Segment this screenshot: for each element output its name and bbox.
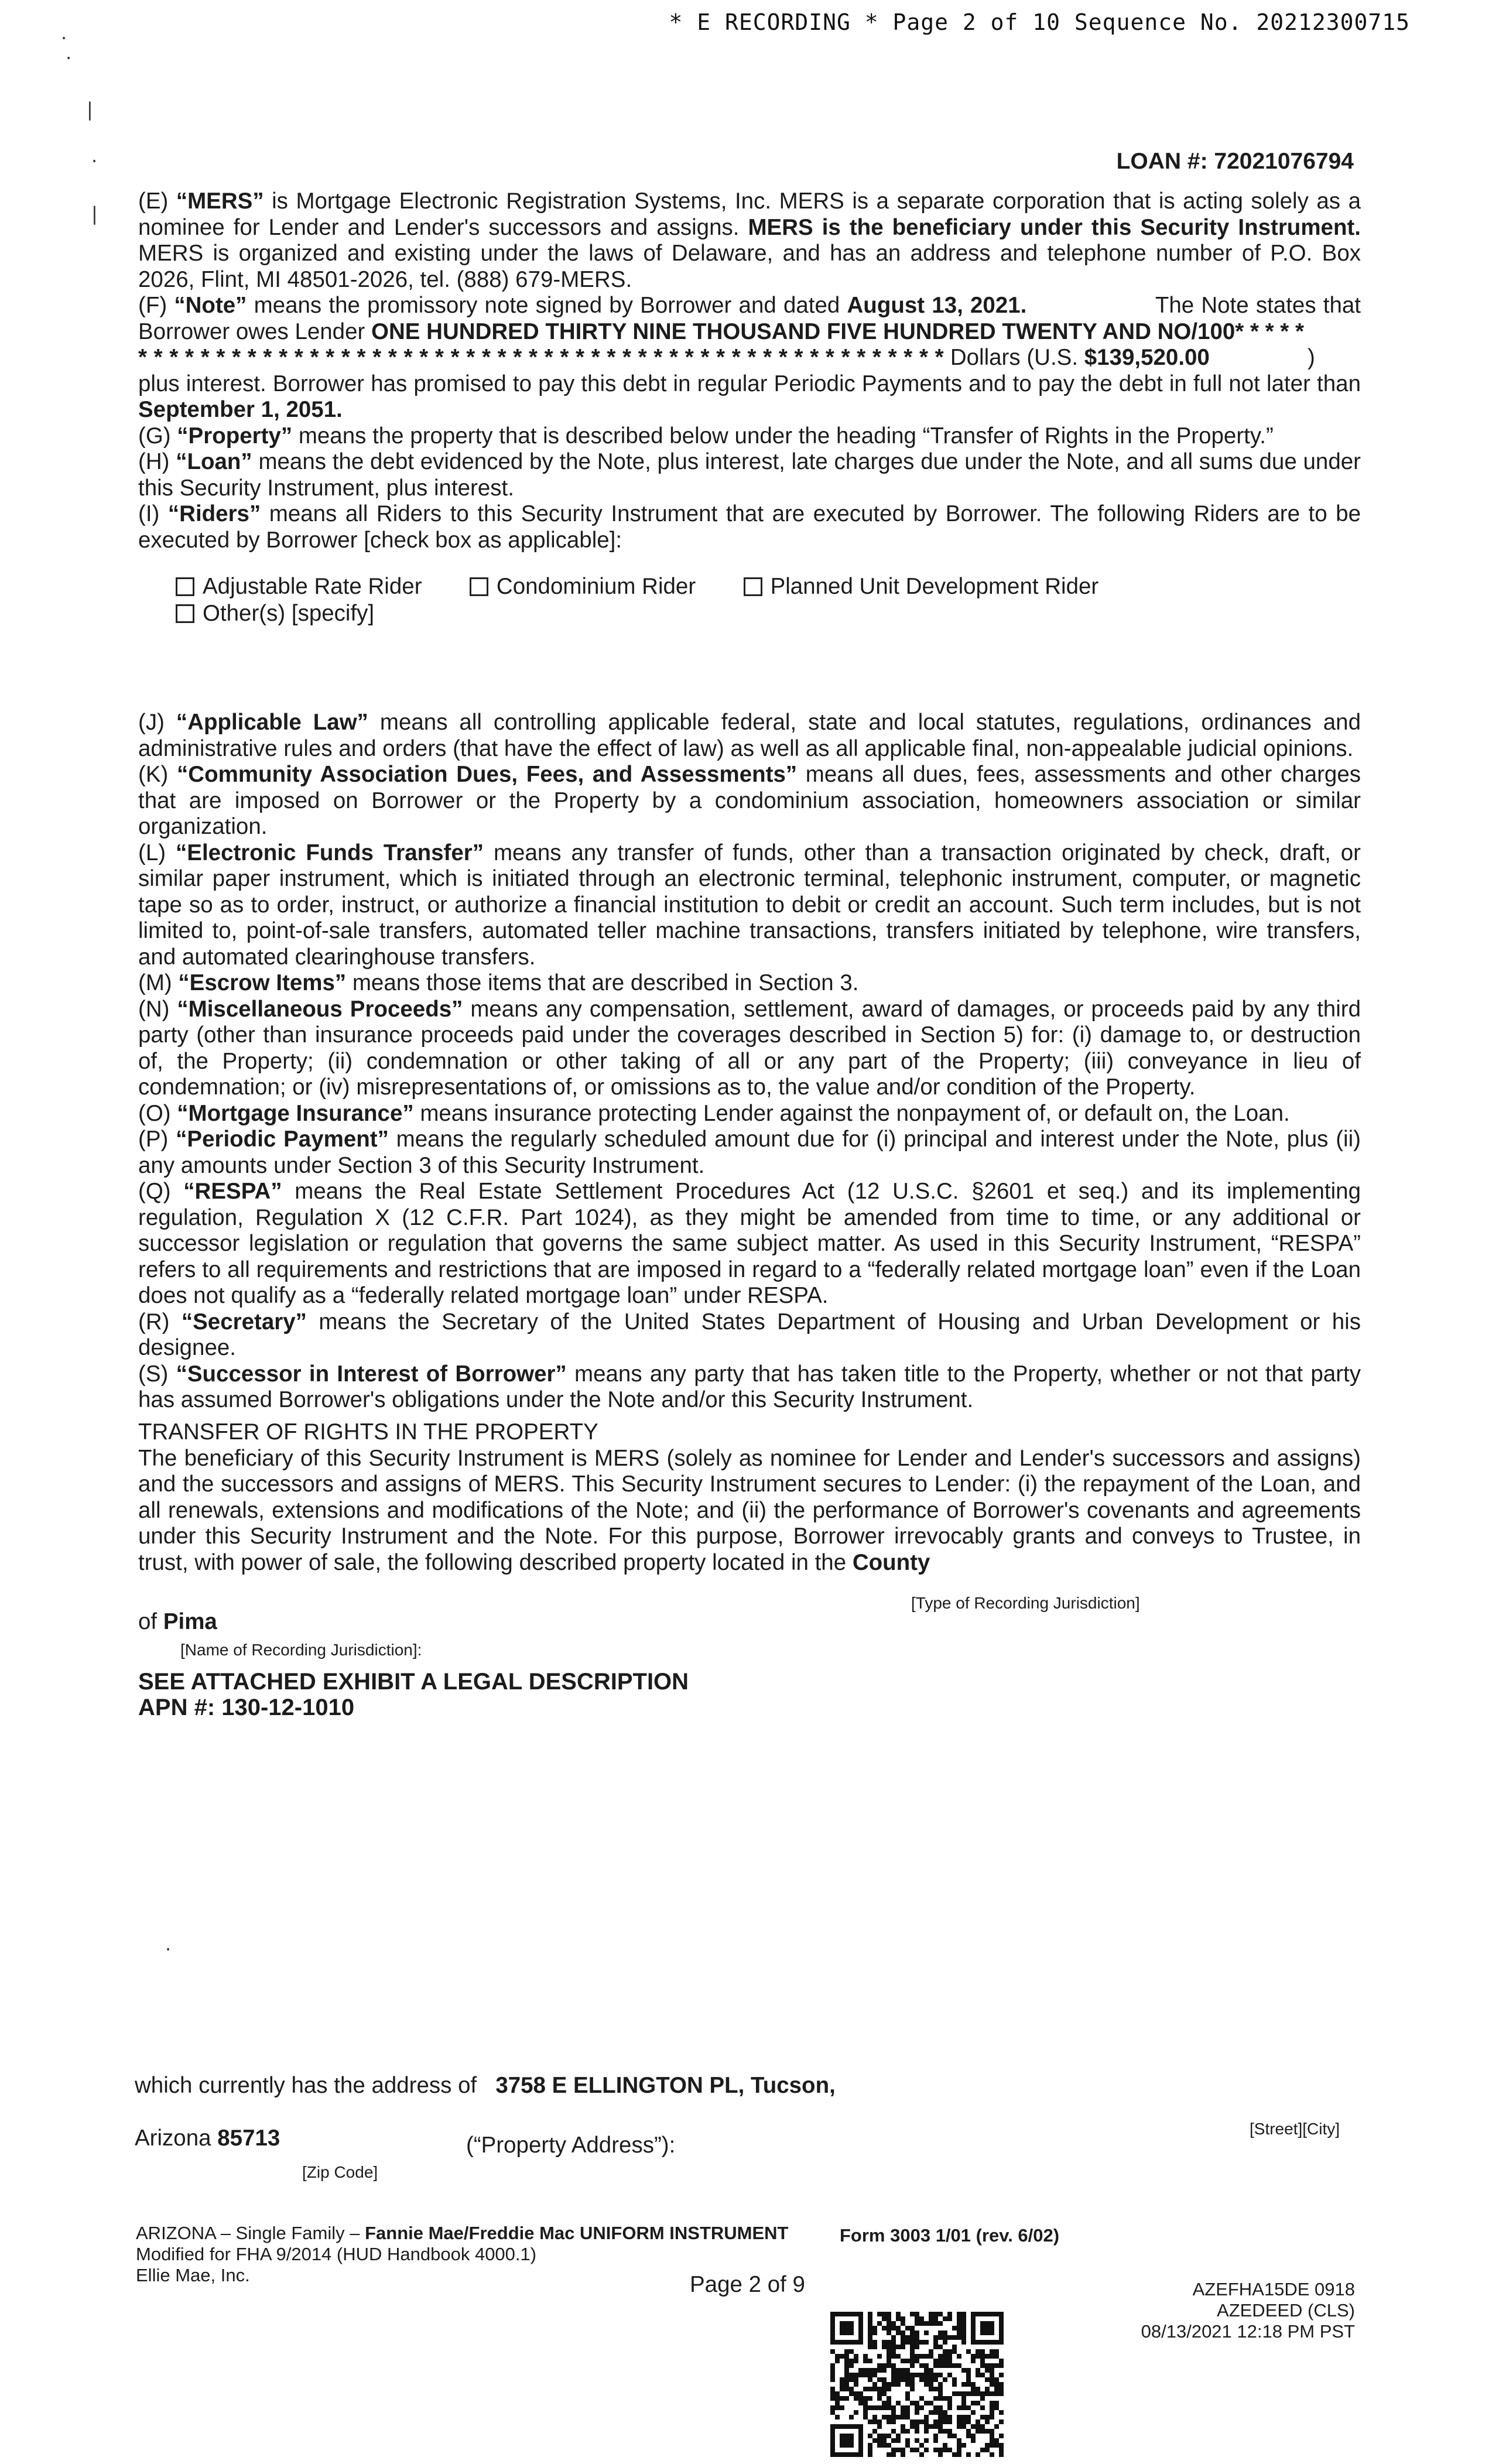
scan-mark: · <box>61 27 67 49</box>
rider-adjustable-rate[interactable]: Adjustable Rate Rider <box>176 574 422 599</box>
scan-mark: | <box>87 98 93 121</box>
definition-h: (H) “Loan” means the debt evidenced by the Note, plus interest, late charges due under the Note, and all sums due under this Security Instrument, plus interest. <box>138 449 1361 501</box>
scan-mark: · <box>66 47 72 69</box>
apn-number: APN #: 130-12-1010 <box>138 1695 355 1720</box>
checkbox-icon[interactable] <box>470 577 488 596</box>
definition-f: (F) “Note” means the promissory note signed by Borrower and dated August 13, 2021. The Note states that Borrower owes Lender ONE HUNDRED THIRTY NINE THOUSAND FIVE HUNDRED TWENTY AND NO/100* * * * * <box>138 293 1361 344</box>
page-number: Page 2 of 9 <box>690 2272 805 2297</box>
zip-code-label: [Zip Code] <box>302 2163 378 2181</box>
checkbox-icon[interactable] <box>744 577 762 596</box>
definition-g: (G) “Property” means the property that is described below under the heading “Transfer of Rights in the Property.” <box>138 423 1274 449</box>
definition-m: (M) “Escrow Items” means those items that are described in Section 3. <box>138 970 859 995</box>
definition-i: (I) “Riders” means all Riders to this Security Instrument that are executed by Borrower. The following Riders are to be executed by Borrower [check box as applicable]: <box>138 501 1361 553</box>
scan-mark: · <box>165 1938 172 1960</box>
qr-code-icon <box>830 2312 1004 2457</box>
footer-form: Form 3003 1/01 (rev. 6/02) <box>840 2225 1060 2246</box>
recording-header: * E RECORDING * Page 2 of 10 Sequence No. 20212300715 <box>669 9 1410 35</box>
type-of-jurisdiction-label: [Type of Recording Jurisdiction] <box>911 1594 1140 1612</box>
rider-options-row <box>176 574 1098 600</box>
definition-e: (E) “MERS” is Mortgage Electronic Registration Systems, Inc. MERS is a separate corporation that is acting solely as a nominee for Lender and Lender's successors and assigns. MERS is the beneficiary under this Security Instrument. MERS is organized and existing under the laws of Delaware, and has an address and telephone number of P.O. Box 2026, Flint, MI 48501-2026, tel. (888) 679-MERS. <box>138 189 1361 292</box>
footer-code: AZEFHA15DE 0918 <box>1192 2279 1355 2299</box>
definitions-bottom <box>138 710 1361 1414</box>
footer-code: AZEDEED (CLS) <box>1217 2300 1355 2321</box>
name-of-jurisdiction-label: [Name of Recording Jurisdiction]: <box>180 1641 422 1659</box>
definition-f-tail: plus interest. Borrower has promised to pay this debt in regular Periodic Payments and to pay the debt in full not later than September 1, 2051. <box>138 371 1361 422</box>
transfer-section <box>138 1419 1361 1576</box>
loan-number: LOAN #: 72021076794 <box>1116 149 1354 174</box>
checkbox-icon[interactable] <box>176 604 194 623</box>
footer-right <box>1141 2279 1355 2342</box>
footer-instrument: ARIZONA – Single Family – Fannie Mae/Freddie Mac UNIFORM INSTRUMENT <box>136 2223 789 2243</box>
scan-mark: | <box>91 203 98 225</box>
definition-s: (S) “Successor in Interest of Borrower” means any party that has taken title to the Property, whether or not that party has assumed Borrower's obligations under the Note and/or this Security Instrument. <box>138 1361 1361 1412</box>
definition-f-amount: * * * * * * * * * * * * * * * * * * * * * * * * * * * * * * * * * * * * * * * * * * * * * * * * * * * * Dollars (U.S. $139,520.00 ) <box>138 345 1315 370</box>
definition-q: (Q) “RESPA” means the Real Estate Settlement Procedures Act (12 U.S.C. §2601 et seq.) and its implementing regulation, Regulation X (12 C.F.R. Part 1024), as they might be amended from time to time, or any additional or successor legislation or regulation that governs the same subject matter. As used in this Security Instrument, “RESPA” refers to all requirements and restrictions that are imposed in regard to a “federally related mortgage loan” even if the Loan does not qualify as a “federally related mortgage loan” under RESPA. <box>138 1179 1361 1308</box>
footer-fha: Modified for FHA 9/2014 (HUD Handbook 4000.1) <box>136 2244 537 2264</box>
transfer-heading: TRANSFER OF RIGHTS IN THE PROPERTY <box>138 1419 598 1445</box>
jurisdiction-line: of Pima <box>138 1609 217 1634</box>
definition-j: (J) “Applicable Law” means all controlling applicable federal, state and local statutes, regulations, ordinances and administrative rules and orders (that have the effect of law) as well as all applicable final, non-appealable judicial opinions. <box>138 710 1361 761</box>
rider-planned-unit-development[interactable]: Planned Unit Development Rider <box>744 574 1099 599</box>
definition-o: (O) “Mortgage Insurance” means insurance protecting Lender against the nonpayment of, or default on, the Loan. <box>138 1100 1290 1126</box>
definition-l: (L) “Electronic Funds Transfer” means any transfer of funds, other than a transaction originated by check, draft, or similar paper instrument, which is initiated through an electronic terminal, telephonic instrument, computer, or magnetic tape so as to order, instruct, or authorize a financial institution to debit or credit an account. Such term includes, but is not limited to, point-of-sale transfers, automated teller machine transactions, transfers initiated by telephone, wire transfers, and automated clearinghouse transfers. <box>138 840 1361 970</box>
checkbox-icon[interactable] <box>176 577 194 596</box>
address-line: which currently has the address of 3758 E ELLINGTON PL, Tucson, <box>135 2073 836 2098</box>
property-address-label: (“Property Address”): <box>466 2133 676 2158</box>
rider-condominium[interactable]: Condominium Rider <box>470 574 696 599</box>
state-zip: Arizona 85713 <box>135 2126 280 2151</box>
definition-p: (P) “Periodic Payment” means the regularly scheduled amount due for (i) principal and interest under the Note, plus (ii) any amounts under Section 3 of this Security Instrument. <box>138 1127 1361 1178</box>
footer-vendor: Ellie Mae, Inc. <box>136 2265 250 2285</box>
definition-r: (R) “Secretary” means the Secretary of the United States Department of Housing and Urban Development or his designee. <box>138 1309 1361 1360</box>
footer-timestamp: 08/13/2021 12:18 PM PST <box>1141 2321 1355 2342</box>
definition-k: (K) “Community Association Dues, Fees, and Assessments” means all dues, fees, assessments and other charges that are imposed on Borrower or the Property by a condominium association, homeowners association or similar organization. <box>138 762 1361 839</box>
definition-n: (N) “Miscellaneous Proceeds” means any compensation, settlement, award of damages, or proceeds paid by any third party (other than insurance proceeds paid under the coverages described in Section 5) for: (i) damage to, or destruction of, the Property; (ii) condemnation or other taking of all or any part of the Property; (iii) conveyance in lieu of condemnation; or (iv) misrepresentations of, or omissions as to, the value and/or condition of the Property. <box>138 996 1361 1100</box>
transfer-text: The beneficiary of this Security Instrument is MERS (solely as nominee for Lender and Lender's successors and assigns) and the successors and assigns of MERS. This Security Instrument secures to Lender: (i) the repayment of the Loan, and all renewals, extensions and modifications of the Note; and (ii) the performance of Borrower's covenants and agreements under this Security Instrument and the Note. For this purpose, Borrower irrevocably grants and conveys to Trustee, in trust, with power of sale, the following described property located in the County <box>138 1445 1361 1575</box>
street-city-label: [Street][City] <box>1250 2120 1340 2138</box>
legal-description: SEE ATTACHED EXHIBIT A LEGAL DESCRIPTION <box>138 1669 689 1695</box>
rider-other[interactable]: Other(s) [specify] <box>176 601 374 627</box>
definitions-top <box>138 189 1361 553</box>
scan-mark: · <box>91 150 98 172</box>
